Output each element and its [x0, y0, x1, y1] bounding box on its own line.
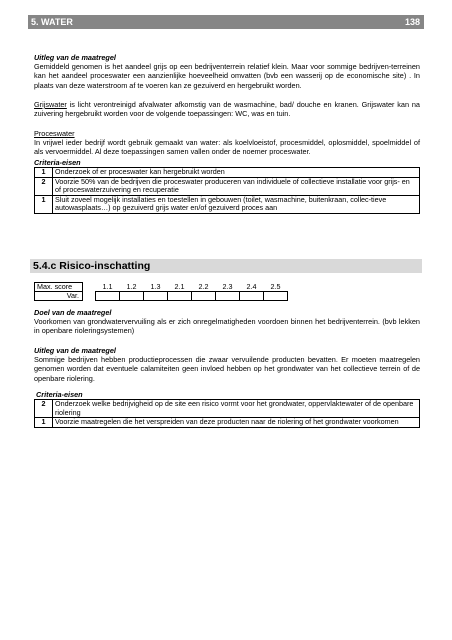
score-column: 1.1 [102, 281, 113, 291]
criteria-score: 1 [35, 168, 53, 178]
criteria-table-1 [34, 167, 420, 214]
section-title: 5.4.c Risico-inschatting [30, 259, 422, 273]
chapter-title: 5. WATER [31, 17, 73, 27]
criteria-table-2 [34, 399, 420, 428]
criteria-text: Onderzoek welke bedrijvigheid op de site een risico vormt voor het grondwater, oppervlaktewater of de openbare riolering [53, 400, 420, 418]
criteria-text: Sluit zoveel mogelijk installaties en toestellen in gebouwen (toilet, wasmachine, buitenkraan, collec-tieve autowasplaats…) op gezuiverd grijs water en/of gezuiverd proces aan [53, 195, 420, 213]
uitleg-paragraph-1: Gemiddeld genomen is het aandeel grijs op een bedrijventerrein relatief klein. Maar voor sommige bedrijven-terreinen kan het aandeel proceswater een aanzienlijke hoeveelheid omvatten (bvb een wasserij op de economische site) . In plaats van deze waterstroom af te voeren kan ze gezuiverd en hergebruikt worden. [34, 62, 420, 90]
var-label: Var. [35, 292, 83, 301]
criteria-text: Voorzie 50% van de bedrijven die proceswater produceren van individuele of collectieve installatie voor grijs- en of proceswaterzuivering en recuperatie [53, 177, 420, 195]
criteria-row [35, 195, 420, 213]
criteria-heading-1: Criteria-eisen [34, 158, 81, 167]
criteria-row [35, 418, 420, 428]
page-number: 138 [404, 17, 420, 27]
grijswater-text: is licht verontreinigd afvalwater afkomstig van de wasmachine, bad/ douche en kranen. Grijswater kan na zuivering hergebruikt worden voor de volgende toepassingen: WC, was en tuin. [34, 100, 420, 119]
proceswater-term: Proceswater [34, 129, 75, 138]
score-var-row [35, 292, 288, 301]
score-column: 2.4 [246, 281, 257, 291]
score-column: 1.2 [126, 281, 137, 291]
criteria-text: Voorzie maatregelen die het verspreiden van deze producten naar de riolering of het grondwater voorkomen [53, 418, 420, 428]
score-cell [144, 292, 168, 301]
uitleg-heading-2: Uitleg van de maatregel [34, 346, 116, 355]
chapter-header [28, 15, 424, 29]
score-column: 2.5 [270, 281, 281, 291]
grijswater-paragraph [34, 100, 420, 119]
max-score-label: Max. score [35, 283, 83, 292]
score-cell-selected [192, 292, 216, 301]
score-cell [216, 292, 240, 301]
criteria-row [35, 177, 420, 195]
criteria-score: 1 [35, 418, 53, 428]
criteria-row [35, 400, 420, 418]
score-cell [120, 292, 144, 301]
score-column: 1.3 [150, 281, 161, 291]
doel-heading: Doel van de maatregel [34, 308, 112, 317]
grijswater-term: Grijswater [34, 100, 67, 109]
criteria-score: 1 [35, 195, 53, 213]
score-column: 2.2 [198, 281, 209, 291]
score-cell [264, 292, 288, 301]
criteria-score: 2 [35, 177, 53, 195]
score-cell [240, 292, 264, 301]
uitleg-heading-1: Uitleg van de maatregel [34, 53, 116, 62]
criteria-row [35, 168, 420, 178]
score-column: 2.3 [222, 281, 233, 291]
score-column: 2.1 [174, 281, 185, 291]
score-cell [96, 292, 120, 301]
criteria-heading-2: Criteria-eisen [36, 390, 83, 399]
doel-paragraph: Voorkomen van grondwatervervuiling als er zich onregelmatigheden voordoen binnen het bedrijventerrein. (bvb lekken in openbare rioleringsystemen) [34, 317, 420, 336]
proceswater-paragraph: In vrijwel ieder bedrijf wordt gebruik gemaakt van water: als koelvloeistof, procesmiddel, oplosmiddel, spoelmiddel of als vervoermiddel. Al deze toepassingen samen vallen onder de noemer proceswater. [34, 138, 420, 157]
uitleg-paragraph-2: Sommige bedrijven hebben productieprocessen die zwaar vervuilende producten bevatten. Er moeten maatregelen genomen worden dat eventuele calamiteiten geen invloed hebben op het grondwater van het collectieve terrein of de openbare riolering. [34, 355, 420, 383]
criteria-text: Onderzoek of er proceswater kan hergebruikt worden [53, 168, 420, 178]
score-cell [168, 292, 192, 301]
score-table [34, 282, 288, 301]
criteria-score: 2 [35, 400, 53, 418]
